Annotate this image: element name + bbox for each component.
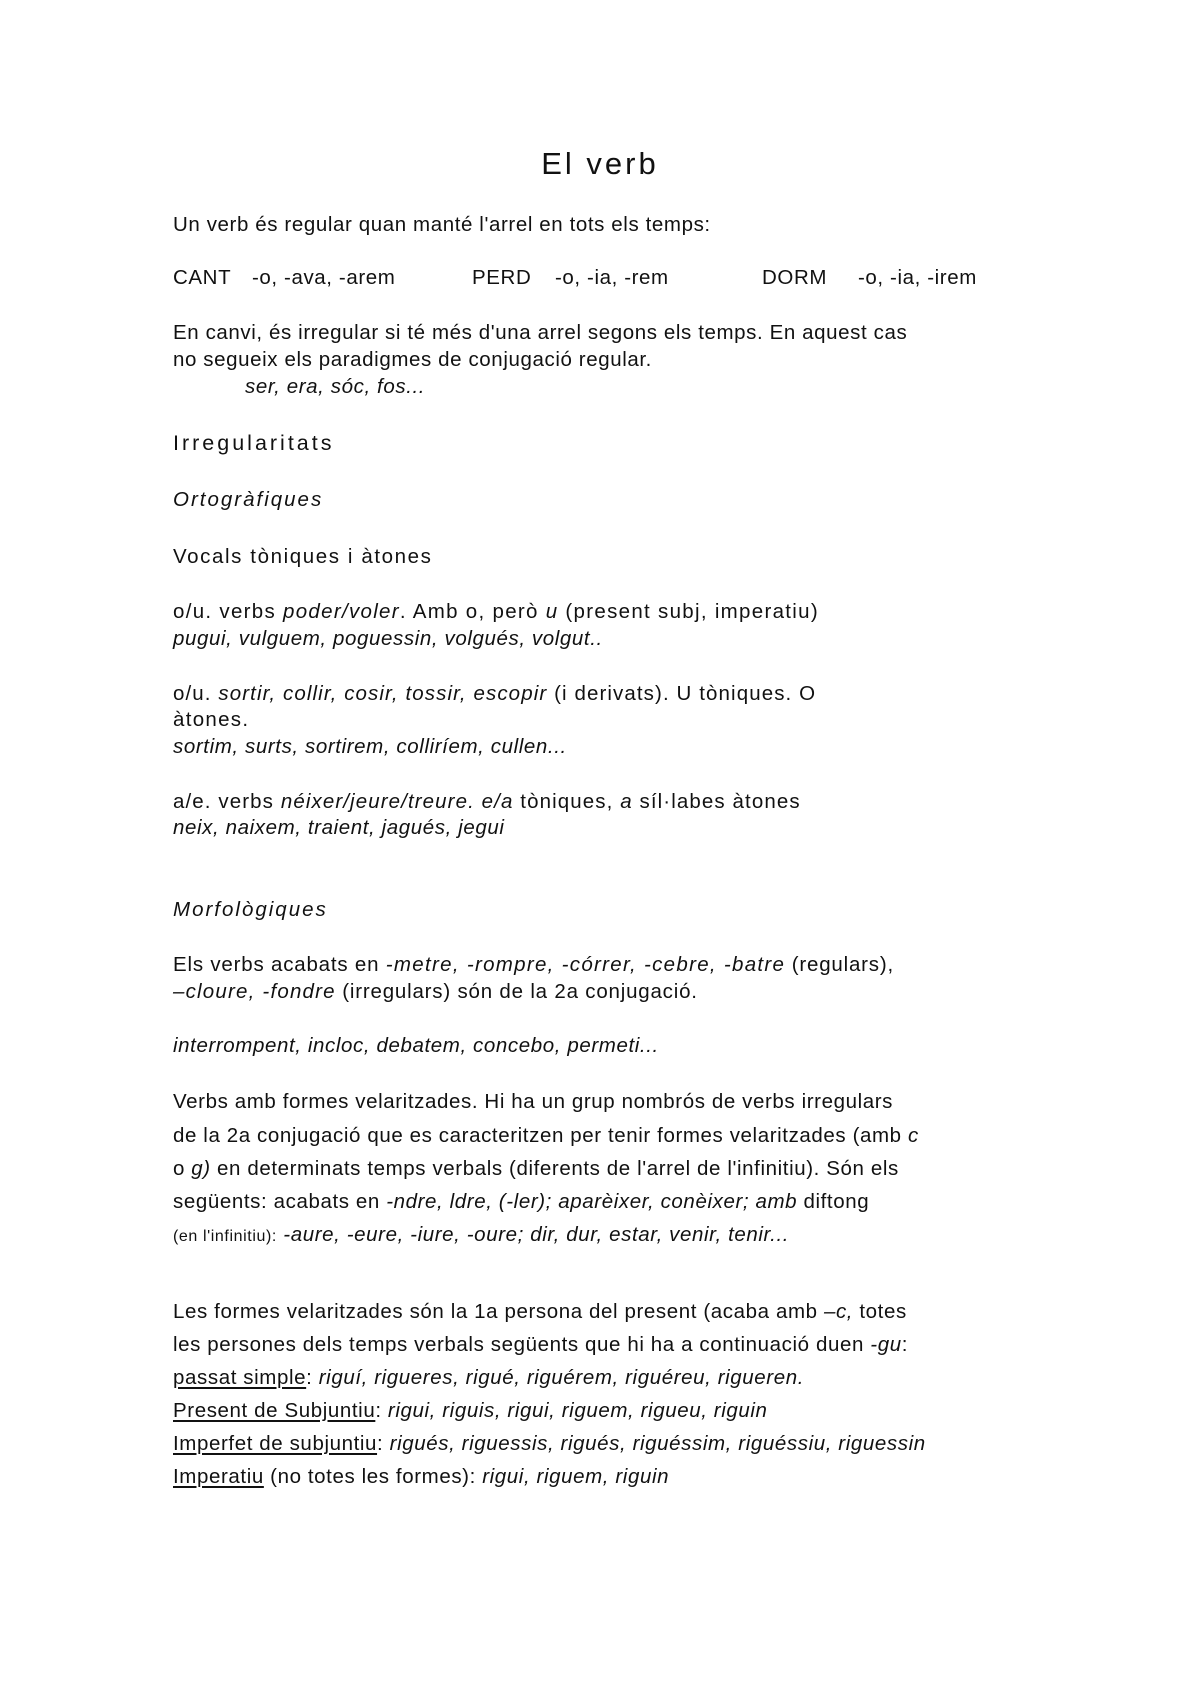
ou1-mid: . Amb o, però bbox=[399, 600, 546, 623]
page-title: El verb bbox=[541, 146, 659, 181]
ae-mid: tòniques, bbox=[513, 790, 621, 813]
tense-sep: : bbox=[375, 1399, 388, 1422]
ae-verbs: néixer/jeure/treure. e/a bbox=[280, 790, 514, 813]
morf-l1-c: (regulars), bbox=[785, 953, 894, 976]
ou1-examples: pugui, vulguem, poguessin, volgués, volgut.. bbox=[173, 627, 603, 650]
morf-l1-a: Els verbs acabats en bbox=[173, 953, 386, 976]
ou2-examples: sortim, surts, sortirem, colliríem, cullen... bbox=[173, 735, 567, 758]
morf-l1-verbs: -metre, -rompre, -córrer, -cebre, -batre bbox=[385, 953, 786, 976]
ae-examples: neix, naixem, traient, jagués, jegui bbox=[173, 816, 505, 839]
formes-l1-c: –c, bbox=[823, 1300, 854, 1323]
velar-l3-g: g) bbox=[191, 1157, 211, 1180]
tense-row-imperfet-subjuntiu bbox=[173, 1431, 926, 1457]
tense-row-imperatiu bbox=[173, 1464, 669, 1490]
formes-line-1 bbox=[173, 1299, 907, 1325]
ae-rule bbox=[173, 789, 801, 815]
velar-l5-a: (en l'infinitiu): bbox=[173, 1228, 277, 1245]
morf-line-1 bbox=[173, 952, 894, 978]
tense-row-present-subjuntiu bbox=[173, 1398, 768, 1424]
velar-line-1: Verbs amb formes velaritzades. Hi ha un grup nombrós de verbs irregulars bbox=[173, 1090, 894, 1113]
tense-forms: rigués, riguessis, rigués, riguéssim, riguéssiu, riguessin bbox=[389, 1432, 926, 1455]
ou-rule-2 bbox=[173, 681, 816, 707]
conj-endings-perd: -o, -ia, -rem bbox=[555, 266, 669, 289]
formes-l1-a: Les formes velaritzades són la 1a persona del present (acaba amb bbox=[173, 1300, 824, 1323]
ou1-tail: (present subj, imperatiu) bbox=[558, 600, 819, 623]
tense-sep: : bbox=[306, 1366, 319, 1389]
conj-endings-cant: -o, -ava, -arem bbox=[252, 266, 396, 289]
conj-endings-dorm: -o, -ia, -irem bbox=[858, 266, 977, 289]
section-heading-irregularitats: Irregularitats bbox=[173, 431, 335, 455]
ou1-prefix: o/u. verbs bbox=[173, 600, 284, 623]
velar-line-4 bbox=[173, 1189, 869, 1215]
conj-root-dorm: DORM bbox=[762, 266, 828, 289]
formes-line-2 bbox=[173, 1332, 908, 1358]
conj-root-perd: PERD bbox=[472, 266, 532, 289]
tense-row-passat-simple bbox=[173, 1365, 804, 1391]
velar-l5-b: -aure, -eure, -iure, -oure; dir, dur, estar, venir, tenir... bbox=[276, 1223, 790, 1246]
ou1-verbs: poder/voler bbox=[283, 600, 400, 623]
irregular-line-2: no segueix els paradigmes de conjugació regular. bbox=[173, 348, 652, 371]
ou2-verbs: sortir, collir, cosir, tossir, escopir bbox=[218, 682, 548, 705]
tense-forms: rigui, riguem, riguin bbox=[482, 1465, 670, 1488]
velar-l2-a: de la 2a conjugació que es caracteritzen per tenir formes velaritzades (amb bbox=[173, 1124, 908, 1147]
tense-forms: rigui, riguis, rigui, riguem, rigueu, riguin bbox=[387, 1399, 768, 1422]
subsection-heading-morfologiques: Morfològiques bbox=[173, 898, 328, 921]
subsection-heading-ortografiques: Ortogràfiques bbox=[173, 488, 324, 511]
ou2-prefix: o/u. bbox=[173, 682, 219, 705]
ou2-line-2: àtones. bbox=[173, 708, 250, 731]
tense-forms: riguí, rigueres, rigué, riguérem, riguéreu, rigueren. bbox=[318, 1366, 805, 1389]
ae-a: a bbox=[620, 790, 633, 813]
tense-label: Present de Subjuntiu bbox=[173, 1399, 376, 1422]
velar-l4-c: diftong bbox=[797, 1190, 870, 1213]
tense-label: passat simple bbox=[173, 1366, 307, 1389]
ae-tail: síl·labes àtones bbox=[632, 790, 801, 813]
velar-l4-b: -ndre, ldre, (-ler); aparèixer, conèixer; amb bbox=[386, 1190, 798, 1213]
tense-label: Imperfet de subjuntiu bbox=[173, 1432, 378, 1455]
formes-l2-gu: -gu bbox=[870, 1333, 902, 1356]
velar-l3-b: en determinats temps verbals (diferents de l'arrel de l'infinitiu). Són els bbox=[210, 1157, 899, 1180]
formes-l2-a: les persones dels temps verbals següents que hi ha a continuació duen bbox=[173, 1333, 871, 1356]
vocals-heading: Vocals tòniques i àtones bbox=[173, 545, 433, 568]
ae-prefix: a/e. verbs bbox=[173, 790, 281, 813]
formes-l2-b: : bbox=[901, 1333, 909, 1356]
morf-examples: interrompent, incloc, debatem, concebo, permeti... bbox=[173, 1034, 659, 1057]
formes-l1-b: totes bbox=[853, 1300, 907, 1323]
velar-l2-c: c bbox=[907, 1124, 919, 1147]
irregular-example: ser, era, sóc, fos... bbox=[245, 375, 426, 398]
tense-label: Imperatiu bbox=[173, 1465, 264, 1488]
velar-line-3 bbox=[173, 1156, 899, 1182]
morf-line-2 bbox=[173, 979, 698, 1005]
tense-sep: : bbox=[377, 1432, 390, 1455]
irregular-line-1: En canvi, és irregular si té més d'una arrel segons els temps. En aquest cas bbox=[173, 321, 908, 344]
ou1-u: u bbox=[545, 600, 559, 623]
intro-paragraph: Un verb és regular quan manté l'arrel en tots els temps: bbox=[173, 213, 711, 236]
velar-line-5 bbox=[173, 1222, 789, 1250]
velar-line-2 bbox=[173, 1123, 919, 1149]
morf-l2-verbs: –cloure, -fondre bbox=[173, 980, 336, 1003]
tense-sep: (no totes les formes): bbox=[263, 1465, 483, 1488]
ou2-tail: (i derivats). U tòniques. O bbox=[547, 682, 817, 705]
velar-l3-a: o bbox=[173, 1157, 192, 1180]
morf-l2-b: (irregulars) són de la 2a conjugació. bbox=[335, 980, 698, 1003]
velar-l4-a: següents: acabats en bbox=[173, 1190, 387, 1213]
ou-rule-1 bbox=[173, 599, 819, 625]
conj-root-cant: CANT bbox=[173, 266, 232, 289]
